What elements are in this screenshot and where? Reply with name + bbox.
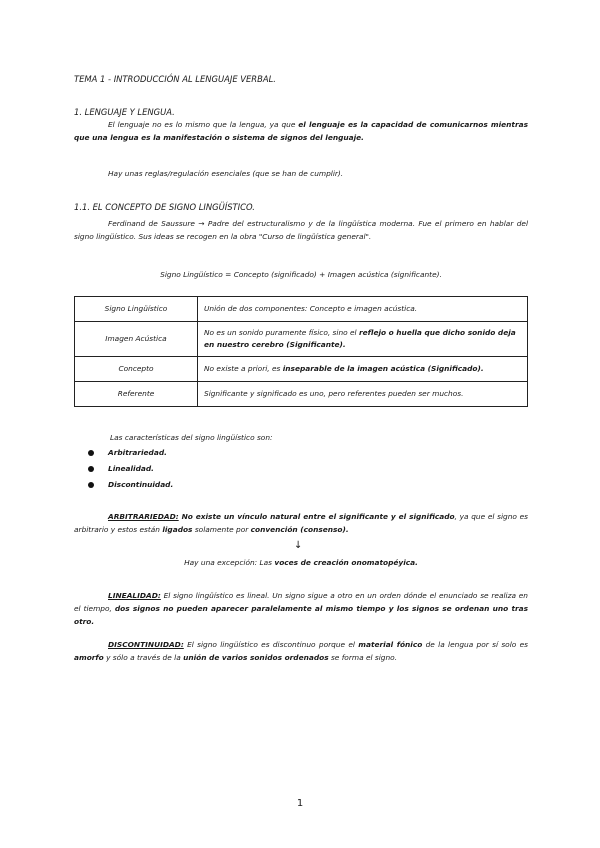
list-item-label: Arbitrariedad. [108, 448, 167, 457]
bold-text: el lenguaje es la capacidad de comunicarnos mientras que una lengua es la manifestación o sistema de signos del lenguaje. [74, 120, 528, 142]
paragraph-discontinuidad [74, 638, 528, 664]
down-arrow-icon: ↓ [294, 540, 303, 551]
table-definition: Significante y significado es uno, pero referentes pueden ser muchos. [198, 382, 528, 407]
document-title: TEMA 1 - INTRODUCCIÓN AL LENGUAJE VERBAL. [74, 74, 276, 84]
bold-text: reflejo o huella que dicho sonido deja en nuestro cerebro (Significante). [204, 328, 516, 349]
table-row [75, 322, 528, 357]
characteristics-list [88, 445, 173, 493]
section-heading-lenguaje-y-lengua: 1. LENGUAJE Y LENGUA. [74, 107, 175, 117]
characteristics-intro: Las características del signo lingüístico son: [110, 433, 273, 442]
list-item [88, 445, 173, 461]
paragraph-arbitrariedad [74, 510, 528, 536]
bold-text: material fónico [358, 640, 423, 649]
bold-text: inseparable de la imagen acústica (Significado). [282, 364, 484, 373]
bold-text: convención (consenso). [250, 525, 349, 534]
table-row [75, 382, 528, 407]
text: y sólo a través de la [103, 653, 184, 662]
table-term: Imagen Acústica [75, 322, 198, 357]
list-item [88, 461, 173, 477]
table-term: Signo Lingüístico [75, 297, 198, 322]
list-item [88, 477, 173, 493]
text: No existe a priori, es [204, 364, 283, 373]
term-label: DISCONTINUIDAD: [108, 640, 184, 649]
table-row [75, 357, 528, 382]
text: El signo lingüístico es discontinuo porque el [183, 640, 359, 649]
bullet-icon [88, 466, 94, 472]
table-definition [198, 357, 528, 382]
formula-signo-linguistico: Signo Lingüístico = Concepto (significado) + Imagen acústica (significante). [160, 270, 442, 279]
text: No es un sonido puramente físico, sino el [204, 328, 359, 337]
bold-text: unión de varios sonidos ordenados [183, 653, 329, 662]
text: El lenguaje no es lo mismo que la lengua, ya que [108, 120, 299, 129]
table-term: Referente [75, 382, 198, 407]
bold-text: dos signos no pueden aparecer paralelamente al mismo tiempo y los signos se ordenan uno tras otro. [74, 604, 529, 626]
text: de la lengua por sí solo es [422, 640, 528, 649]
table-term: Concepto [75, 357, 198, 382]
list-item-label: Linealidad. [108, 464, 154, 473]
text: se forma el signo. [328, 653, 398, 662]
paragraph-lenguaje-lengua [74, 118, 528, 144]
paragraph-saussure: Ferdinand de Saussure → Padre del estructuralismo y de la lingüística moderna. Fue el primero en hablar del signo lingüístico. Sus ideas se recogen en la obra "Curso de lingüística general". [74, 219, 528, 241]
bullet-icon [88, 450, 94, 456]
paragraph-linealidad [74, 589, 528, 628]
exception-line [74, 556, 528, 569]
table-definition [198, 322, 528, 357]
list-item-label: Discontinuidad. [108, 480, 174, 489]
definitions-table [74, 296, 528, 407]
bold-text: No existe un vínculo natural entre el significante y el significado [178, 512, 455, 521]
term-label: ARBITRARIEDAD: [108, 512, 179, 521]
bold-text: amorfo [74, 653, 104, 662]
text: , ya que el signo es arbitrario y estos están [74, 512, 528, 534]
paragraph-reglas: Hay unas reglas/regulación esenciales (que se han de cumplir). [108, 169, 344, 178]
section-heading-signo-linguistico: 1.1. EL CONCEPTO DE SIGNO LINGÜÍSTICO. [74, 202, 255, 212]
table-row [75, 297, 528, 322]
text: solamente por [192, 525, 251, 534]
bold-text: voces de creación onomatopéyica. [274, 558, 418, 567]
bullet-icon [88, 482, 94, 488]
table-definition: Unión de dos componentes: Concepto e imagen acústica. [198, 297, 528, 322]
page-number: 1 [296, 798, 304, 809]
bold-text: ligados [162, 525, 193, 534]
text: El signo lingüístico es lineal. Un signo sigue a otro en un orden dónde el enunciado se realiza en el tiempo, [74, 591, 528, 613]
term-label: LINEALIDAD: [108, 591, 161, 600]
text: Hay una excepción: Las [184, 558, 275, 567]
